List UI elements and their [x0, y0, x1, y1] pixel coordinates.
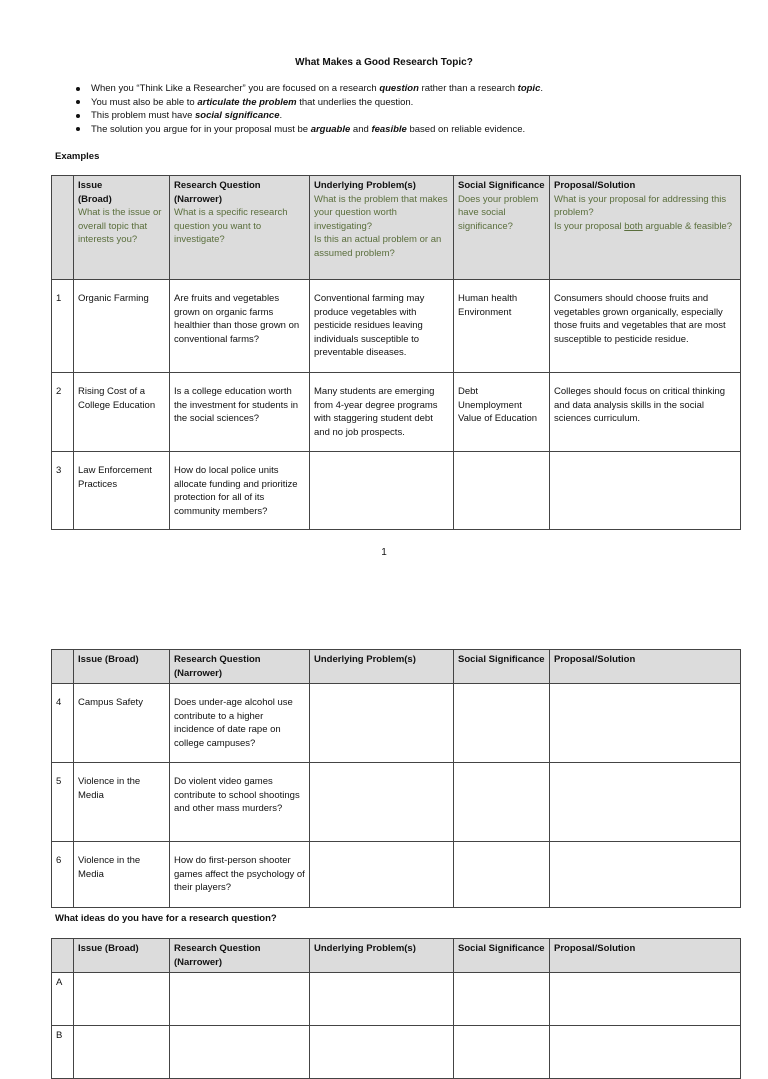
cell-issue[interactable] — [74, 973, 170, 1026]
row-number-header — [52, 939, 74, 973]
practice-table — [51, 649, 741, 908]
table-row — [52, 684, 741, 763]
ideas-heading: What ideas do you have for a research question? — [55, 913, 277, 924]
cell-research-question[interactable] — [170, 1026, 310, 1079]
table-row — [52, 373, 741, 452]
table-header-row — [52, 650, 741, 684]
header-underlying-problem: Underlying Problem(s) — [310, 939, 454, 973]
cell-issue: Campus Safety — [74, 684, 170, 763]
cell-social-significance — [454, 452, 550, 530]
header-underlying-problem: Underlying Problem(s) What is the problem that makes your question worth investigating? Is this an actual problem or an assumed problem? — [310, 176, 454, 280]
guideline-item: The solution you argue for in your proposal must be arguable and feasible based on reliable evidence. — [76, 123, 543, 137]
cell-social-significance[interactable] — [454, 684, 550, 763]
cell-underlying-problem — [310, 452, 454, 530]
header-issue: Issue (Broad) What is the issue or overall topic that interests you? — [74, 176, 170, 280]
cell-proposal-solution: Colleges should focus on critical thinking and data analysis skills in the social sciences curriculum. — [550, 373, 741, 452]
row-number-header — [52, 650, 74, 684]
cell-proposal-solution[interactable] — [550, 1026, 741, 1079]
cell-social-significance: Human health Environment — [454, 280, 550, 373]
examples-heading: Examples — [55, 151, 100, 162]
cell-underlying-problem[interactable] — [310, 973, 454, 1026]
header-research-question: Research Question (Narrower) — [170, 650, 310, 684]
header-proposal-solution: Proposal/Solution What is your proposal for addressing this problem? Is your proposal both arguable & feasible? — [550, 176, 741, 280]
header-proposal-solution: Proposal/Solution — [550, 939, 741, 973]
table-header-row — [52, 939, 741, 973]
cell-social-significance[interactable] — [454, 973, 550, 1026]
cell-research-question: Does under-age alcohol use contribute to a higher incidence of date rape on college campuses? — [170, 684, 310, 763]
table-row — [52, 842, 741, 908]
row-number: 4 — [52, 684, 74, 763]
header-proposal-solution: Proposal/Solution — [550, 650, 741, 684]
cell-issue: Rising Cost of a College Education — [74, 373, 170, 452]
cell-proposal-solution: Consumers should choose fruits and vegetables grown organically, especially those fruits and vegetables that are most susceptible to pesticide residue. — [550, 280, 741, 373]
cell-social-significance[interactable] — [454, 842, 550, 908]
page-number: 1 — [381, 547, 387, 558]
cell-proposal-solution[interactable] — [550, 842, 741, 908]
row-number: 5 — [52, 763, 74, 842]
guideline-item: This problem must have social significance. — [76, 109, 543, 123]
header-research-question: Research Question (Narrower) What is a specific research question you want to investigate? — [170, 176, 310, 280]
header-social-significance: Social Significance Does your problem have social significance? — [454, 176, 550, 280]
cell-issue: Violence in the Media — [74, 763, 170, 842]
row-number: 1 — [52, 280, 74, 373]
cell-social-significance[interactable] — [454, 1026, 550, 1079]
cell-research-question: How do local police units allocate funding and prioritize protection for all of its community members? — [170, 452, 310, 530]
examples-table — [51, 175, 741, 530]
header-social-significance: Social Significance — [454, 650, 550, 684]
cell-research-question[interactable] — [170, 973, 310, 1026]
table-header-row — [52, 176, 741, 280]
row-number: 2 — [52, 373, 74, 452]
cell-proposal-solution[interactable] — [550, 973, 741, 1026]
cell-underlying-problem: Conventional farming may produce vegetables with pesticide residues leaving individuals susceptible to preventable diseases. — [310, 280, 454, 373]
header-underlying-problem: Underlying Problem(s) — [310, 650, 454, 684]
header-issue: Issue (Broad) — [74, 650, 170, 684]
page-title: What Makes a Good Research Topic? — [295, 57, 473, 68]
guideline-item: You must also be able to articulate the problem that underlies the question. — [76, 96, 543, 110]
row-number: 3 — [52, 452, 74, 530]
table-row — [52, 452, 741, 530]
cell-research-question: Are fruits and vegetables grown on organic farms healthier than those grown on conventional farms? — [170, 280, 310, 373]
cell-proposal-solution[interactable] — [550, 763, 741, 842]
cell-underlying-problem[interactable] — [310, 763, 454, 842]
cell-issue: Violence in the Media — [74, 842, 170, 908]
table-row — [52, 973, 741, 1026]
cell-underlying-problem[interactable] — [310, 842, 454, 908]
row-number: B — [52, 1026, 74, 1079]
header-research-question: Research Question (Narrower) — [170, 939, 310, 973]
cell-underlying-problem[interactable] — [310, 1026, 454, 1079]
cell-research-question: Is a college education worth the investment for students in the social sciences? — [170, 373, 310, 452]
table-row — [52, 280, 741, 373]
cell-proposal-solution — [550, 452, 741, 530]
cell-proposal-solution[interactable] — [550, 684, 741, 763]
table-row — [52, 763, 741, 842]
header-social-significance: Social Significance — [454, 939, 550, 973]
cell-underlying-problem: Many students are emerging from 4-year degree programs with staggering student debt and no job prospects. — [310, 373, 454, 452]
row-number: A — [52, 973, 74, 1026]
guideline-item: When you “Think Like a Researcher” you are focused on a research question rather than a research topic. — [76, 82, 543, 96]
ideas-table — [51, 938, 741, 1079]
table-row — [52, 1026, 741, 1079]
cell-social-significance: Debt Unemployment Value of Education — [454, 373, 550, 452]
cell-issue[interactable] — [74, 1026, 170, 1079]
cell-underlying-problem[interactable] — [310, 684, 454, 763]
cell-research-question: Do violent video games contribute to school shootings and other mass murders? — [170, 763, 310, 842]
row-number: 6 — [52, 842, 74, 908]
header-issue: Issue (Broad) — [74, 939, 170, 973]
cell-issue: Law Enforcement Practices — [74, 452, 170, 530]
guidelines-list — [76, 82, 543, 136]
cell-social-significance[interactable] — [454, 763, 550, 842]
cell-issue: Organic Farming — [74, 280, 170, 373]
cell-research-question: How do first-person shooter games affect the psychology of their players? — [170, 842, 310, 908]
row-number-header — [52, 176, 74, 280]
